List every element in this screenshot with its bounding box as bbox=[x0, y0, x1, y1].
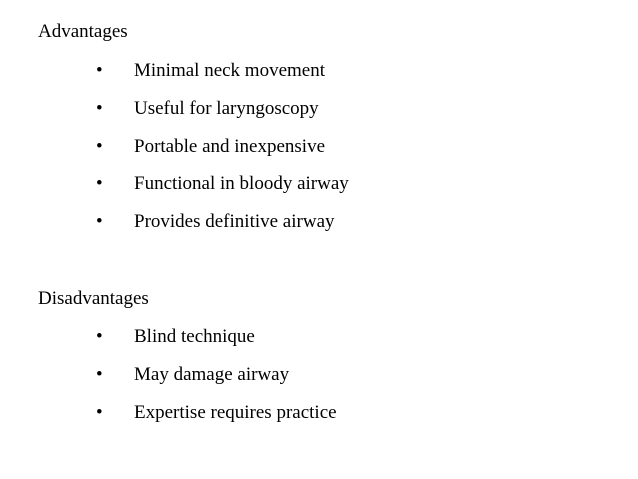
bullet-icon: • bbox=[96, 173, 103, 195]
list-item-text: Useful for laryngoscopy bbox=[134, 97, 319, 119]
list-item-text: Minimal neck movement bbox=[134, 60, 326, 81]
list-item-text: Functional in bloody airway bbox=[134, 173, 349, 195]
bullet-icon: • bbox=[96, 135, 103, 157]
bullet-icon: • bbox=[96, 401, 103, 423]
bullet-icon: • bbox=[96, 60, 103, 81]
list-item-text: Blind technique bbox=[134, 326, 255, 347]
advantages-heading: Advantages bbox=[38, 21, 128, 42]
bullet-icon: • bbox=[96, 211, 103, 233]
bullet-icon: • bbox=[96, 326, 103, 347]
list-item-text: Provides definitive airway bbox=[134, 211, 335, 233]
list-item-text: May damage airway bbox=[134, 363, 290, 385]
bullet-icon: • bbox=[96, 97, 103, 119]
disadvantages-heading: Disadvantages bbox=[38, 288, 149, 309]
list-item-text: Expertise requires practice bbox=[134, 401, 337, 423]
list-item-text: Portable and inexpensive bbox=[134, 135, 326, 157]
bullet-icon: • bbox=[96, 363, 103, 385]
